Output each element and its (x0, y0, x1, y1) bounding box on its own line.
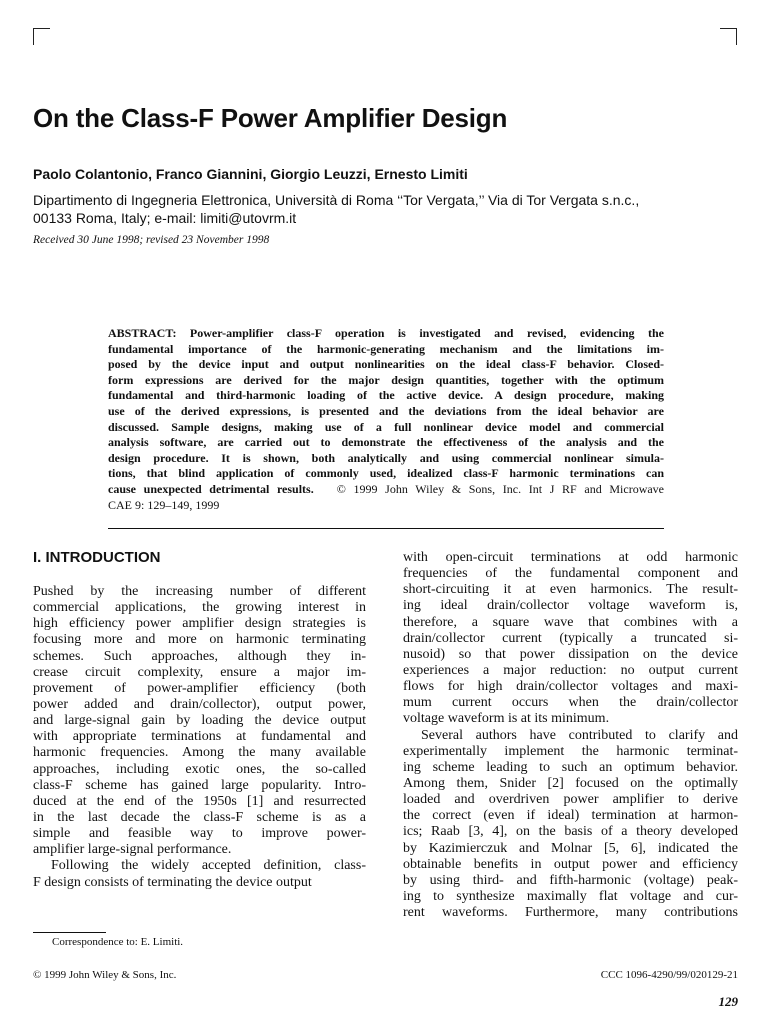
paper-title: On the Class-F Power Amplifier Design (33, 103, 508, 133)
body-line: harmonic frequencies. Among the many available (33, 745, 366, 761)
body-line: ing to synthesize maximally flat voltage and cur- (403, 888, 738, 904)
crop-mark-top-left-vertical (33, 28, 34, 45)
body-line: ing ideal drain/collector voltage waveform is, (403, 598, 738, 614)
body-line: and large-signal gain by loading the device output (33, 713, 366, 729)
body-line: Several authors have contributed to clarify and (421, 727, 738, 743)
affiliation-line: Dipartimento di Ingegneria Elettronica, Università di Roma ‘‘Tor Vergata,’’ Via di Tor Vergata s.n.c., (33, 192, 640, 208)
abstract-line: fundamental and third-harmonic loading of the active device. A design procedure, making (108, 388, 664, 403)
received-dates: Received 30 June 1998; revised 23 November 1998 (33, 234, 270, 246)
column-right (403, 550, 738, 921)
body-line: short-circuiting it at even harmonics. The result- (403, 582, 738, 598)
body-line: flows for high drain/collector voltages and maxi- (403, 679, 738, 695)
body-line: experimentally implement the harmonic terminat- (403, 743, 738, 759)
body-line: class-F scheme has gained large popularity. Intro- (33, 777, 366, 793)
body-line: rent waveforms. Furthermore, many contributions (403, 905, 738, 921)
body-line: obtainable benefits in output power and efficiency (403, 856, 738, 872)
body-line: drain/collector current (typically a truncated si- (403, 630, 738, 646)
section-heading: I. INTRODUCTION (33, 549, 161, 566)
body-line: commercial applications, the growing interest in (33, 600, 366, 616)
body-line: crease circuit complexity, ensure a major im- (33, 664, 366, 680)
body-line: frequencies of the fundamental component and (403, 566, 738, 582)
abstract-line: use of the derived expressions, is presented and the deviations from the ideal behavior are (108, 403, 664, 418)
abstract-line: form expressions are derived for the major design quantities, together with the optimum (108, 372, 664, 387)
body-line: loaded and overdriven power amplifier to derive (403, 792, 738, 808)
abstract-line: posed by the device input and output nonlinearities on the ideal class-F behavior. Closed- (108, 357, 664, 372)
abstract-line: design procedure. It is shown, both analytically and using commercial nonlinear simula- (108, 450, 664, 465)
abstract-line: tions, that blind application of commonly used, idealized class-F harmonic terminations can (108, 466, 664, 481)
abstract-line: discussed. Sample designs, making use of a full nonlinear device model and commercial (108, 419, 664, 434)
crop-mark-top-right-horizontal (720, 28, 737, 29)
body-line: nusoid) so that power dissipation on the device (403, 646, 738, 662)
abstract-line: fundamental importance of the harmonic-generating mechanism and the limitations im- (108, 341, 664, 356)
body-line: Following the widely accepted definition, class- (51, 858, 366, 874)
body-line: with open-circuit terminations at odd harmonic (403, 550, 738, 565)
footnote-divider (33, 932, 106, 933)
abstract (108, 326, 664, 513)
column-left (33, 584, 366, 891)
body-line: with appropriate terminations at fundamental and (33, 729, 366, 745)
footnote: Correspondence to: E. Limiti. (52, 936, 184, 948)
abstract-line: analysis software, are carried out to demonstrate the effectiveness of the analysis and the (108, 435, 664, 450)
body-line: in the last decade the class-F scheme is as a (33, 809, 366, 825)
affiliation (33, 191, 738, 227)
body-line: schemes. Such approaches, although they in- (33, 648, 366, 664)
copyright-notice: © 1999 John Wiley & Sons, Inc. Int J RF and Microwave (336, 481, 665, 496)
affiliation-line: 00133 Roma, Italy; e-mail: limiti@utovrm.it (33, 210, 297, 226)
abstract-final-sentence: cause unexpected detrimental results. (108, 481, 314, 496)
body-line: the correct (even if ideal) termination at harmon- (403, 808, 738, 824)
body-line: therefore, a square wave that combines with a (403, 614, 738, 630)
journal-citation: CAE 9: 129–149, 1999 (108, 497, 220, 512)
body-line: duced at the end of the 1950s [1] and resurrected (33, 793, 366, 809)
body-line: power added and drain/collector), output power, (33, 696, 366, 712)
body-line: Among them, Snider [2] focused on the optimally (403, 775, 738, 791)
body-line: voltage waveform is at its minimum. (403, 711, 610, 727)
body-line: by Kazimierczuk and Molnar [5, 6], indicated the (403, 840, 738, 856)
body-line: F design consists of terminating the device output (33, 874, 312, 890)
abstract-line (108, 498, 664, 514)
footer-ccc-code: CCC 1096-4290/99/020129-21 (600, 969, 738, 981)
abstract-line (108, 482, 664, 498)
crop-mark-top-right-vertical (736, 28, 737, 45)
page-number: 129 (718, 994, 738, 1009)
body-line: focusing more and more on harmonic terminating (33, 632, 366, 648)
abstract-line: ABSTRACT: Power-amplifier class-F operation is investigated and revised, evidencing the (108, 326, 664, 340)
body-line: provement of power-amplifier efficiency (both (33, 680, 366, 696)
body-line: amplifier large-signal performance. (33, 842, 232, 858)
footer-copyright: © 1999 John Wiley & Sons, Inc. (33, 969, 177, 981)
body-line: high efficiency power amplifier design strategies is (33, 616, 366, 632)
body-line: approaches, including exotic ones, the so-called (33, 761, 366, 777)
body-line: experiences a major reduction: no output current (403, 662, 738, 678)
body-line: by using third- and fifth-harmonic (voltage) peak- (403, 872, 738, 888)
body-line: ing scheme leading to such an optimum behavior. (403, 759, 738, 775)
author-list: Paolo Colantonio, Franco Giannini, Giorgio Leuzzi, Ernesto Limiti (33, 166, 468, 182)
body-line: mum current occurs when the drain/collector (403, 695, 738, 711)
body-line: Pushed by the increasing number of different (33, 584, 366, 599)
abstract-divider (108, 528, 664, 529)
body-line: simple and feasible way to improve power- (33, 826, 366, 842)
body-line: ics; Raab [3, 4], on the basis of a theory developed (403, 824, 738, 840)
crop-mark-top-left-horizontal (33, 28, 50, 29)
